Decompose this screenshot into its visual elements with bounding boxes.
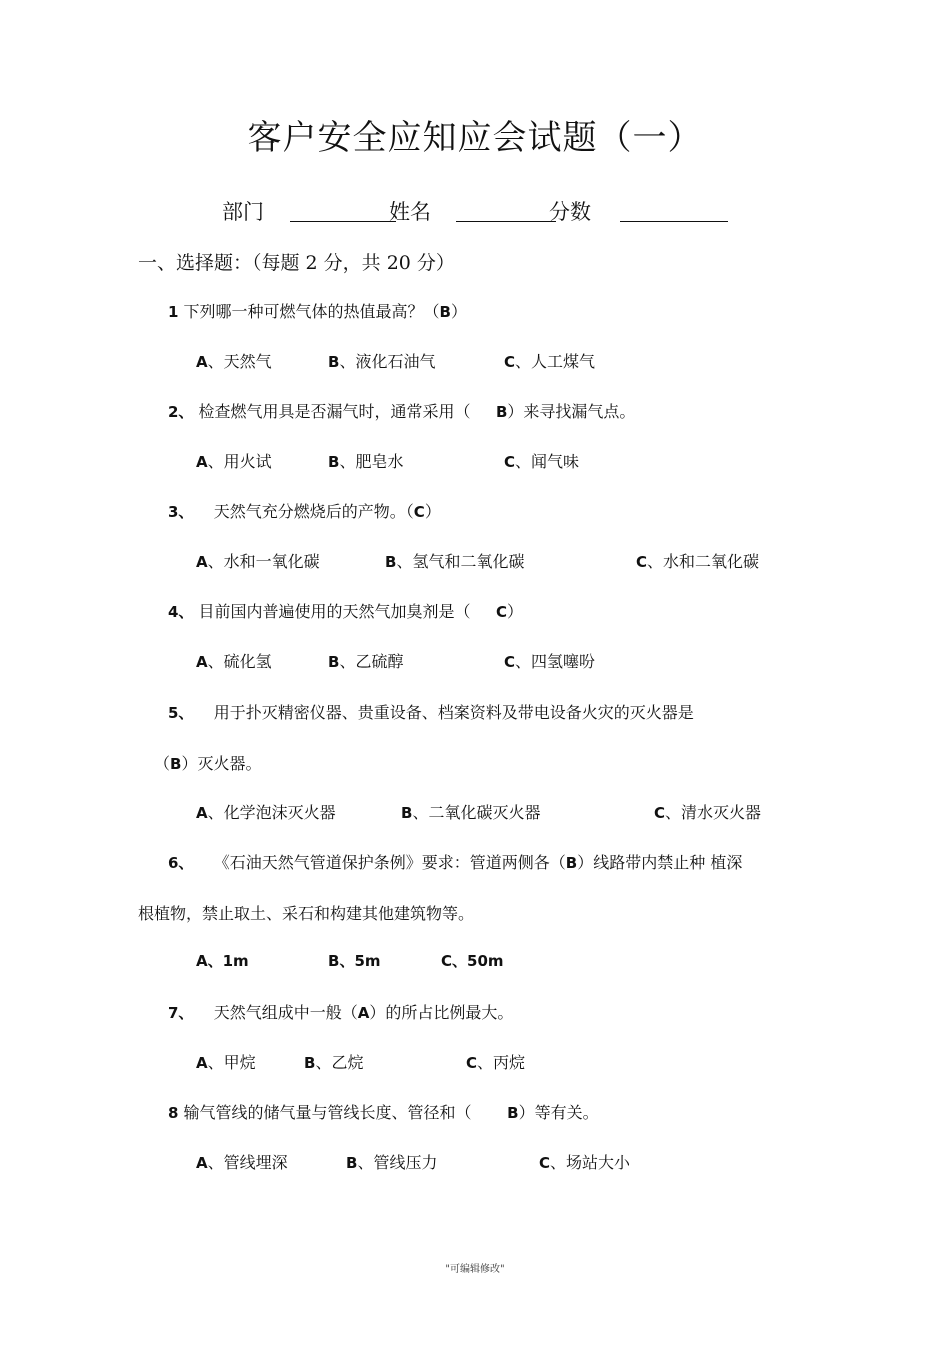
page-title: 客户安全应知应会试题（一）	[247, 118, 703, 158]
question-text: 用于扑灭精密仪器、贵重设备、档案资料及带电设备火灾的灭火器是	[213, 703, 694, 722]
question-7	[168, 1000, 513, 1023]
question-text-end: ）灭火器。	[181, 754, 262, 773]
option-text: 、丙烷	[477, 1053, 526, 1072]
option-text: 、四氢噻吩	[515, 652, 596, 671]
option-letter: B	[401, 804, 413, 822]
answer: B	[170, 755, 182, 773]
option-c	[504, 649, 595, 672]
option-c	[504, 449, 579, 472]
option-a	[196, 649, 272, 672]
option-a	[196, 349, 272, 372]
section-heading: 一、选择题：（每题 2 分，共 20 分）	[138, 252, 455, 274]
option-b	[304, 1050, 363, 1073]
option-b	[328, 349, 435, 372]
question-text: 检查燃气用具是否漏气时，通常采用（	[198, 402, 471, 421]
question-1	[168, 299, 467, 322]
option-c	[654, 800, 761, 823]
question-number: 8	[168, 1104, 179, 1122]
option-text: 、液化石油气	[339, 352, 436, 371]
option-a	[196, 1150, 288, 1173]
question-6	[168, 850, 742, 873]
option-text: 、硫化氢	[207, 652, 272, 671]
question-number: 3、	[168, 503, 194, 521]
answer: B	[507, 1104, 519, 1122]
option-letter: A	[196, 1154, 208, 1172]
answer: B	[439, 303, 451, 321]
option-letter: A	[196, 952, 208, 970]
question-text: 天然气组成中一般（	[213, 1003, 358, 1022]
option-letter: B	[304, 1054, 316, 1072]
question-number: 6、	[168, 854, 194, 872]
question-6-continued: 根植物，禁止取土、采石和构建其他建筑物等。	[138, 904, 475, 923]
option-text: 、用火试	[207, 452, 272, 471]
option-text: 、乙硫醇	[339, 652, 404, 671]
question-text: 《石油天然气管道保护条例》要求：管道两侧各（	[213, 853, 566, 872]
question-text-end: ）	[507, 602, 524, 621]
option-text: 、二氧化碳灭火器	[412, 803, 541, 822]
option-a	[196, 549, 320, 572]
option-letter: A	[196, 553, 208, 571]
option-letter: C	[504, 453, 516, 471]
answer: C	[495, 603, 507, 621]
answer: A	[357, 1004, 370, 1022]
option-letter: B	[328, 952, 340, 970]
option-b	[346, 1150, 437, 1173]
question-text-end: ）	[424, 502, 441, 521]
option-text: 、管线压力	[357, 1153, 438, 1172]
option-letter: C	[539, 1154, 551, 1172]
option-c	[539, 1150, 630, 1173]
option-letter: B	[346, 1154, 358, 1172]
option-a	[196, 800, 336, 823]
question-text: 目前国内普遍使用的天然气加臭剂是（	[198, 602, 471, 621]
option-letter: A	[196, 804, 208, 822]
name-label: 姓名	[389, 200, 431, 224]
option-b	[328, 649, 403, 672]
option-c	[466, 1050, 525, 1073]
option-text: 、肥皂水	[339, 452, 404, 471]
question-number: 5、	[168, 704, 194, 722]
option-letter: B	[385, 553, 397, 571]
option-letter: A	[196, 353, 208, 371]
option-text: 、氢气和二氧化碳	[396, 552, 525, 571]
name-field[interactable]	[456, 199, 556, 222]
option-letter: C	[441, 952, 453, 970]
option-text: 、清水灭火器	[665, 803, 762, 822]
question-5	[168, 700, 694, 723]
option-text: 、水和一氧化碳	[207, 552, 320, 571]
answer: C	[413, 503, 425, 521]
option-text: 、天然气	[207, 352, 272, 371]
answer: B	[495, 403, 508, 421]
question-number: 2、	[168, 403, 194, 421]
option-text: 、管线埋深	[207, 1153, 288, 1172]
option-letter: B	[328, 653, 340, 671]
option-b	[328, 950, 381, 971]
option-c	[636, 549, 759, 572]
option-b	[328, 449, 403, 472]
question-4	[168, 599, 523, 622]
question-5-continued	[154, 751, 261, 774]
option-letter: A	[196, 1054, 208, 1072]
question-text: 下列哪一种可燃气体的热值最高？（	[183, 302, 440, 321]
score-label: 分数	[549, 200, 591, 224]
option-text: 、1m	[207, 952, 249, 970]
option-a	[196, 950, 249, 971]
question-text-end: ）等有关。	[518, 1103, 599, 1122]
question-number: 7、	[168, 1004, 194, 1022]
option-letter: C	[636, 553, 648, 571]
option-text: 、乙烷	[315, 1053, 364, 1072]
option-text: 、5m	[339, 952, 381, 970]
question-text-end: ）的所占比例最大。	[369, 1003, 514, 1022]
question-3	[168, 499, 441, 522]
option-text: 、人工煤气	[515, 352, 596, 371]
option-letter: B	[328, 453, 340, 471]
option-b	[385, 549, 524, 572]
answer: B	[565, 854, 578, 872]
option-text: 、50m	[452, 952, 504, 970]
score-field[interactable]	[620, 199, 728, 222]
dept-field[interactable]	[290, 199, 396, 222]
option-a	[196, 1050, 256, 1073]
option-c	[441, 950, 504, 971]
question-8	[168, 1100, 599, 1123]
dept-label: 部门	[222, 200, 264, 224]
question-number: 4、	[168, 603, 194, 621]
question-2	[168, 399, 635, 422]
option-c	[504, 349, 595, 372]
option-letter: C	[466, 1054, 478, 1072]
option-text: 、化学泡沫灭火器	[207, 803, 336, 822]
question-text: 天然气充分燃烧后的产物。（	[213, 502, 414, 521]
question-text: 输气管线的储气量与管线长度、管径和（	[183, 1103, 472, 1122]
question-text-end: ）来寻找漏气点。	[507, 402, 636, 421]
option-letter: C	[654, 804, 666, 822]
question-text-end: ）线路带内禁止种 植深	[577, 853, 743, 872]
option-text: 、闻气味	[515, 452, 580, 471]
option-text: 、水和二氧化碳	[647, 552, 760, 571]
option-letter: A	[196, 453, 208, 471]
option-text: 、场站大小	[550, 1153, 631, 1172]
question-text-end: ）	[450, 302, 467, 321]
option-letter: C	[504, 653, 516, 671]
option-letter: C	[504, 353, 516, 371]
option-letter: B	[328, 353, 340, 371]
option-b	[401, 800, 540, 823]
page-footer: "可编辑修改"	[445, 1264, 505, 1275]
option-a	[196, 449, 272, 472]
question-number: 1	[168, 303, 179, 321]
option-text: 、甲烷	[207, 1053, 256, 1072]
question-text: （	[154, 754, 171, 773]
option-letter: A	[196, 653, 208, 671]
